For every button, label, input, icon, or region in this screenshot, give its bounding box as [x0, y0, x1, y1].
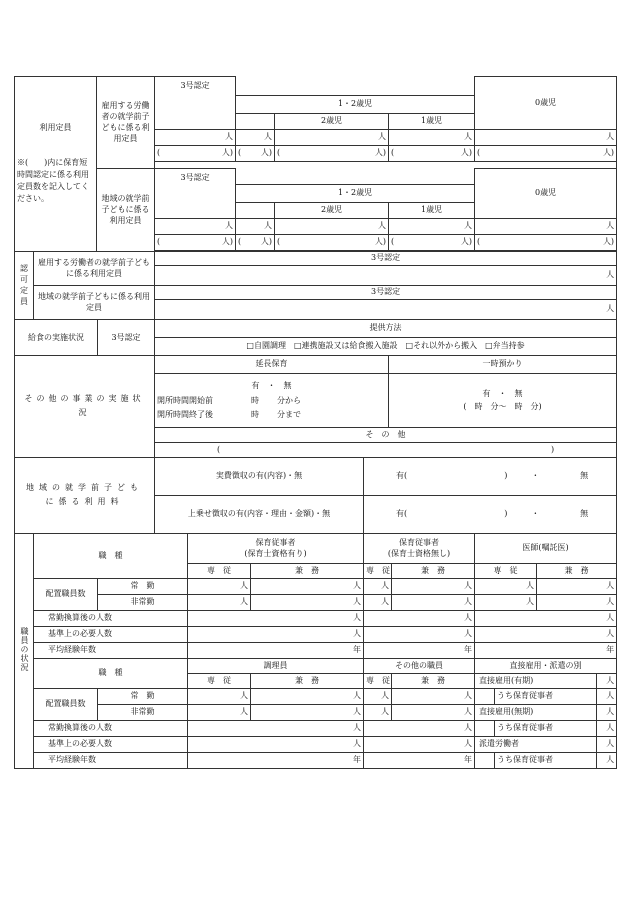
hy-kanzan: 人: [188, 610, 364, 626]
chorin-kenmu: 兼 務: [251, 673, 364, 688]
uchi-label-1: うち保育従事者: [495, 688, 597, 704]
uchi-v2: 人: [597, 720, 617, 736]
hm-jokin-kenmu: 人: [392, 578, 475, 594]
ninka-chiiki-h3: 3号認定: [155, 285, 617, 299]
is-heikin: 年: [475, 642, 617, 658]
koyo-v1: 人: [389, 129, 475, 145]
uchi-label-3: うち保育従事者: [495, 752, 597, 768]
heikin-label-2: 平均経験年数: [34, 752, 188, 768]
haken-label: 派遣労働者: [475, 736, 597, 752]
kijun-label-2: 基準上の必要人数: [34, 736, 188, 752]
hy-hijokin-senju: 人: [188, 594, 251, 610]
kyushoku-h3: 3号認定: [98, 319, 155, 355]
ichiji-detail: [389, 373, 617, 427]
hoiku-mu-kenmu: 兼 務: [392, 563, 475, 578]
jokin-label-2: 常 勤: [98, 688, 188, 704]
sonota-kenmu: 兼 務: [392, 673, 475, 688]
ninka-koyo-h3: 3号認定: [155, 251, 617, 265]
ch-hijokin-kenmu: 人: [251, 704, 364, 720]
chiiki-v2: 人: [275, 218, 389, 234]
encho-end-row: 開所時間終了後 時 分まで: [157, 409, 302, 419]
is-kijun: 人: [475, 626, 617, 642]
koyo-v3: 人: [155, 129, 236, 145]
so-jokin-kenmu: 人: [392, 688, 475, 704]
riyoryo-label: 地域の就学前子どもに係る利用料: [15, 457, 155, 533]
jokin-label-1: 常 勤: [98, 578, 188, 594]
so-hijokin-kenmu: 人: [392, 704, 475, 720]
kanzan-label-1: 常勤換算後の人数: [34, 610, 188, 626]
uchi-indent-3: [475, 752, 495, 768]
yuki-v: 人: [597, 673, 617, 688]
hm-kijun: 人: [364, 626, 475, 642]
form-table: [14, 76, 617, 769]
chiiki-s2: ( 人): [275, 234, 389, 250]
koyo-v12: 人: [236, 129, 275, 145]
riyo-teiin-note: ※( )内に保育短時間認定に係る利用定員数を記入してください。: [17, 157, 89, 203]
kyushoku-label: 給食の実施状況: [15, 319, 98, 355]
chorin-senju: 専 従: [188, 673, 251, 688]
application-form: [14, 76, 616, 769]
so-jokin-senju: 人: [364, 688, 392, 704]
kijun-label-1: 基準上の必要人数: [34, 626, 188, 642]
sonota-jigyo-label: その他の事業の実施状況: [15, 355, 155, 457]
chiiki-h3: 3号認定: [155, 168, 236, 218]
chiiki-v3: 人: [155, 218, 236, 234]
hm-kanzan: 人: [364, 610, 475, 626]
riyo-teiin-section: [15, 77, 97, 252]
koyo-v0: 人: [475, 129, 617, 145]
hoiku-yu-senju: 専 従: [188, 563, 251, 578]
sonota-label: そ の 他: [155, 427, 617, 442]
ishi-label: 医師(嘱託医): [475, 533, 617, 563]
hijokin-label-1: 非常勤: [98, 594, 188, 610]
chiiki-h2: 2歳児: [275, 202, 389, 218]
chiiki-h0: 0歳児: [475, 168, 617, 218]
encho-ari-nashi: 有 ・ 無: [251, 380, 292, 390]
chiiki-s1: ( 人): [389, 234, 475, 250]
chiiki-h12-sub: [236, 202, 275, 218]
uwanose-label: 上乗せ徴収の有(内容・理由・金額)・無: [155, 495, 364, 533]
shokuin-label: 職員の状況: [15, 533, 34, 768]
chiiki-v12: 人: [236, 218, 275, 234]
is-kanzan: 人: [475, 610, 617, 626]
shokushu-label-2: 職 種: [34, 658, 188, 688]
is-hijokin-kenmu: 人: [537, 594, 617, 610]
chiiki-s3: ( 人): [155, 234, 236, 250]
hoiku-yu-kenmu: 兼 務: [251, 563, 364, 578]
heikin-label-1: 平均経験年数: [34, 642, 188, 658]
koyo-s0: ( 人): [475, 145, 617, 161]
chiiki-s0: ( 人): [475, 234, 617, 250]
ishi-senju: 専 従: [475, 563, 537, 578]
uchi-indent-2: [475, 720, 495, 736]
koyo-blank: [236, 77, 475, 96]
koyo-label: 雇用する労働者の就学前子どもに係る利用定員: [97, 77, 155, 169]
encho-detail: [155, 373, 389, 427]
kyushoku-options: □自園調理 □連携施設又は給食搬入施設 □それ以外から搬入 □弁当持参: [155, 337, 617, 355]
chokusetsu-label: 直接雇用・派遣の別: [475, 658, 617, 673]
ninka-label: 認可定員: [15, 251, 34, 319]
hm-jokin-senju: 人: [364, 578, 392, 594]
haken-v: 人: [597, 736, 617, 752]
uchi-label-2: うち保育従事者: [495, 720, 597, 736]
ichiji-time-range: ( 時 分〜 時 分): [463, 401, 542, 411]
so-hijokin-senju: 人: [364, 704, 392, 720]
hm-hijokin-senju: 人: [364, 594, 392, 610]
ninka-chiiki-v: 人: [155, 299, 617, 319]
ch-heikin: 年: [188, 752, 364, 768]
uchi-v3: 人: [597, 752, 617, 768]
chiiki-v1: 人: [389, 218, 475, 234]
ichiji-label: 一時預かり: [389, 355, 617, 373]
ch-kanzan: 人: [188, 720, 364, 736]
uchi-indent-1: [475, 688, 495, 704]
shokushu-label-1: 職 種: [34, 533, 188, 578]
hy-hijokin-kenmu: 人: [251, 594, 364, 610]
koyo-h12-sub: [236, 113, 275, 129]
hy-jokin-senju: 人: [188, 578, 251, 594]
koyo-h0: 0歳児: [475, 77, 617, 130]
encho-start-row: 開所時間開始前 時 分から: [157, 395, 302, 405]
chiiki-blank: [236, 168, 475, 184]
koyo-h1: 1歳児: [389, 113, 475, 129]
hy-heikin: 年: [188, 642, 364, 658]
chiiki-h12: 1・2歳児: [236, 184, 475, 202]
koyo-h3: 3号認定: [155, 77, 236, 130]
so-kijun: 人: [364, 736, 475, 752]
hoiku-mu-label: 保育従事者 (保育士資格無し): [364, 533, 475, 563]
ch-hijokin-senju: 人: [188, 704, 251, 720]
sonota-senju: 専 従: [364, 673, 392, 688]
koyo-v2: 人: [275, 129, 389, 145]
ch-kijun: 人: [188, 736, 364, 752]
ch-jokin-kenmu: 人: [251, 688, 364, 704]
sonota-value: ( ): [155, 442, 617, 457]
chiiki-v0: 人: [475, 218, 617, 234]
uwanose-value: 有( ) ・ 無: [364, 495, 617, 533]
hijokin-label-2: 非常勤: [98, 704, 188, 720]
encho-label: 延長保育: [155, 355, 389, 373]
koyo-gap: [155, 161, 617, 168]
hoiku-yu-label: 保育従事者 (保育士資格有り): [188, 533, 364, 563]
chiiki-s12: ( 人): [236, 234, 275, 250]
so-kanzan: 人: [364, 720, 475, 736]
hm-hijokin-kenmu: 人: [392, 594, 475, 610]
koyo-h12: 1・2歳児: [236, 95, 475, 113]
yuki-label: 直接雇用(有期): [475, 673, 597, 688]
ichiji-ari-nashi: 有 ・ 無: [482, 388, 523, 398]
kyushoku-method-label: 提供方法: [155, 319, 617, 337]
hm-heikin: 年: [364, 642, 475, 658]
haichi-label-1: 配置職員数: [34, 578, 98, 610]
riyo-teiin-label: 利用定員: [39, 122, 72, 132]
muki-v: 人: [597, 704, 617, 720]
jippi-label: 実費徴収の有(内容)・無: [155, 457, 364, 495]
is-hijokin-senju: 人: [475, 594, 537, 610]
ishi-kenmu: 兼 務: [537, 563, 617, 578]
jippi-value: 有( ) ・ 無: [364, 457, 617, 495]
chiiki-label: 地域の就学前子どもに係る利用定員: [97, 168, 155, 251]
koyo-s12: ( 人): [236, 145, 275, 161]
koyo-h2: 2歳児: [275, 113, 389, 129]
muki-label: 直接雇用(無期): [475, 704, 597, 720]
so-heikin: 年: [364, 752, 475, 768]
is-jokin-kenmu: 人: [537, 578, 617, 594]
koyo-s3: ( 人): [155, 145, 236, 161]
ninka-chiiki-label: 地域の就学前子どもに係る利用定員: [34, 285, 155, 319]
hy-kijun: 人: [188, 626, 364, 642]
ninka-koyo-v: 人: [155, 265, 617, 285]
hoiku-mu-senju: 専 従: [364, 563, 392, 578]
ch-jokin-senju: 人: [188, 688, 251, 704]
koyo-s2: ( 人): [275, 145, 389, 161]
hy-jokin-kenmu: 人: [251, 578, 364, 594]
ninka-koyo-label: 雇用する労働者の就学前子どもに係る利用定員: [34, 251, 155, 285]
chorin-label: 調理員: [188, 658, 364, 673]
sonota-shokuin-label: その他の職員: [364, 658, 475, 673]
is-jokin-senju: 人: [475, 578, 537, 594]
uchi-v1: 人: [597, 688, 617, 704]
kanzan-label-2: 常勤換算後の人数: [34, 720, 188, 736]
koyo-s1: ( 人): [389, 145, 475, 161]
chiiki-h1: 1歳児: [389, 202, 475, 218]
haichi-label-2: 配置職員数: [34, 688, 98, 720]
